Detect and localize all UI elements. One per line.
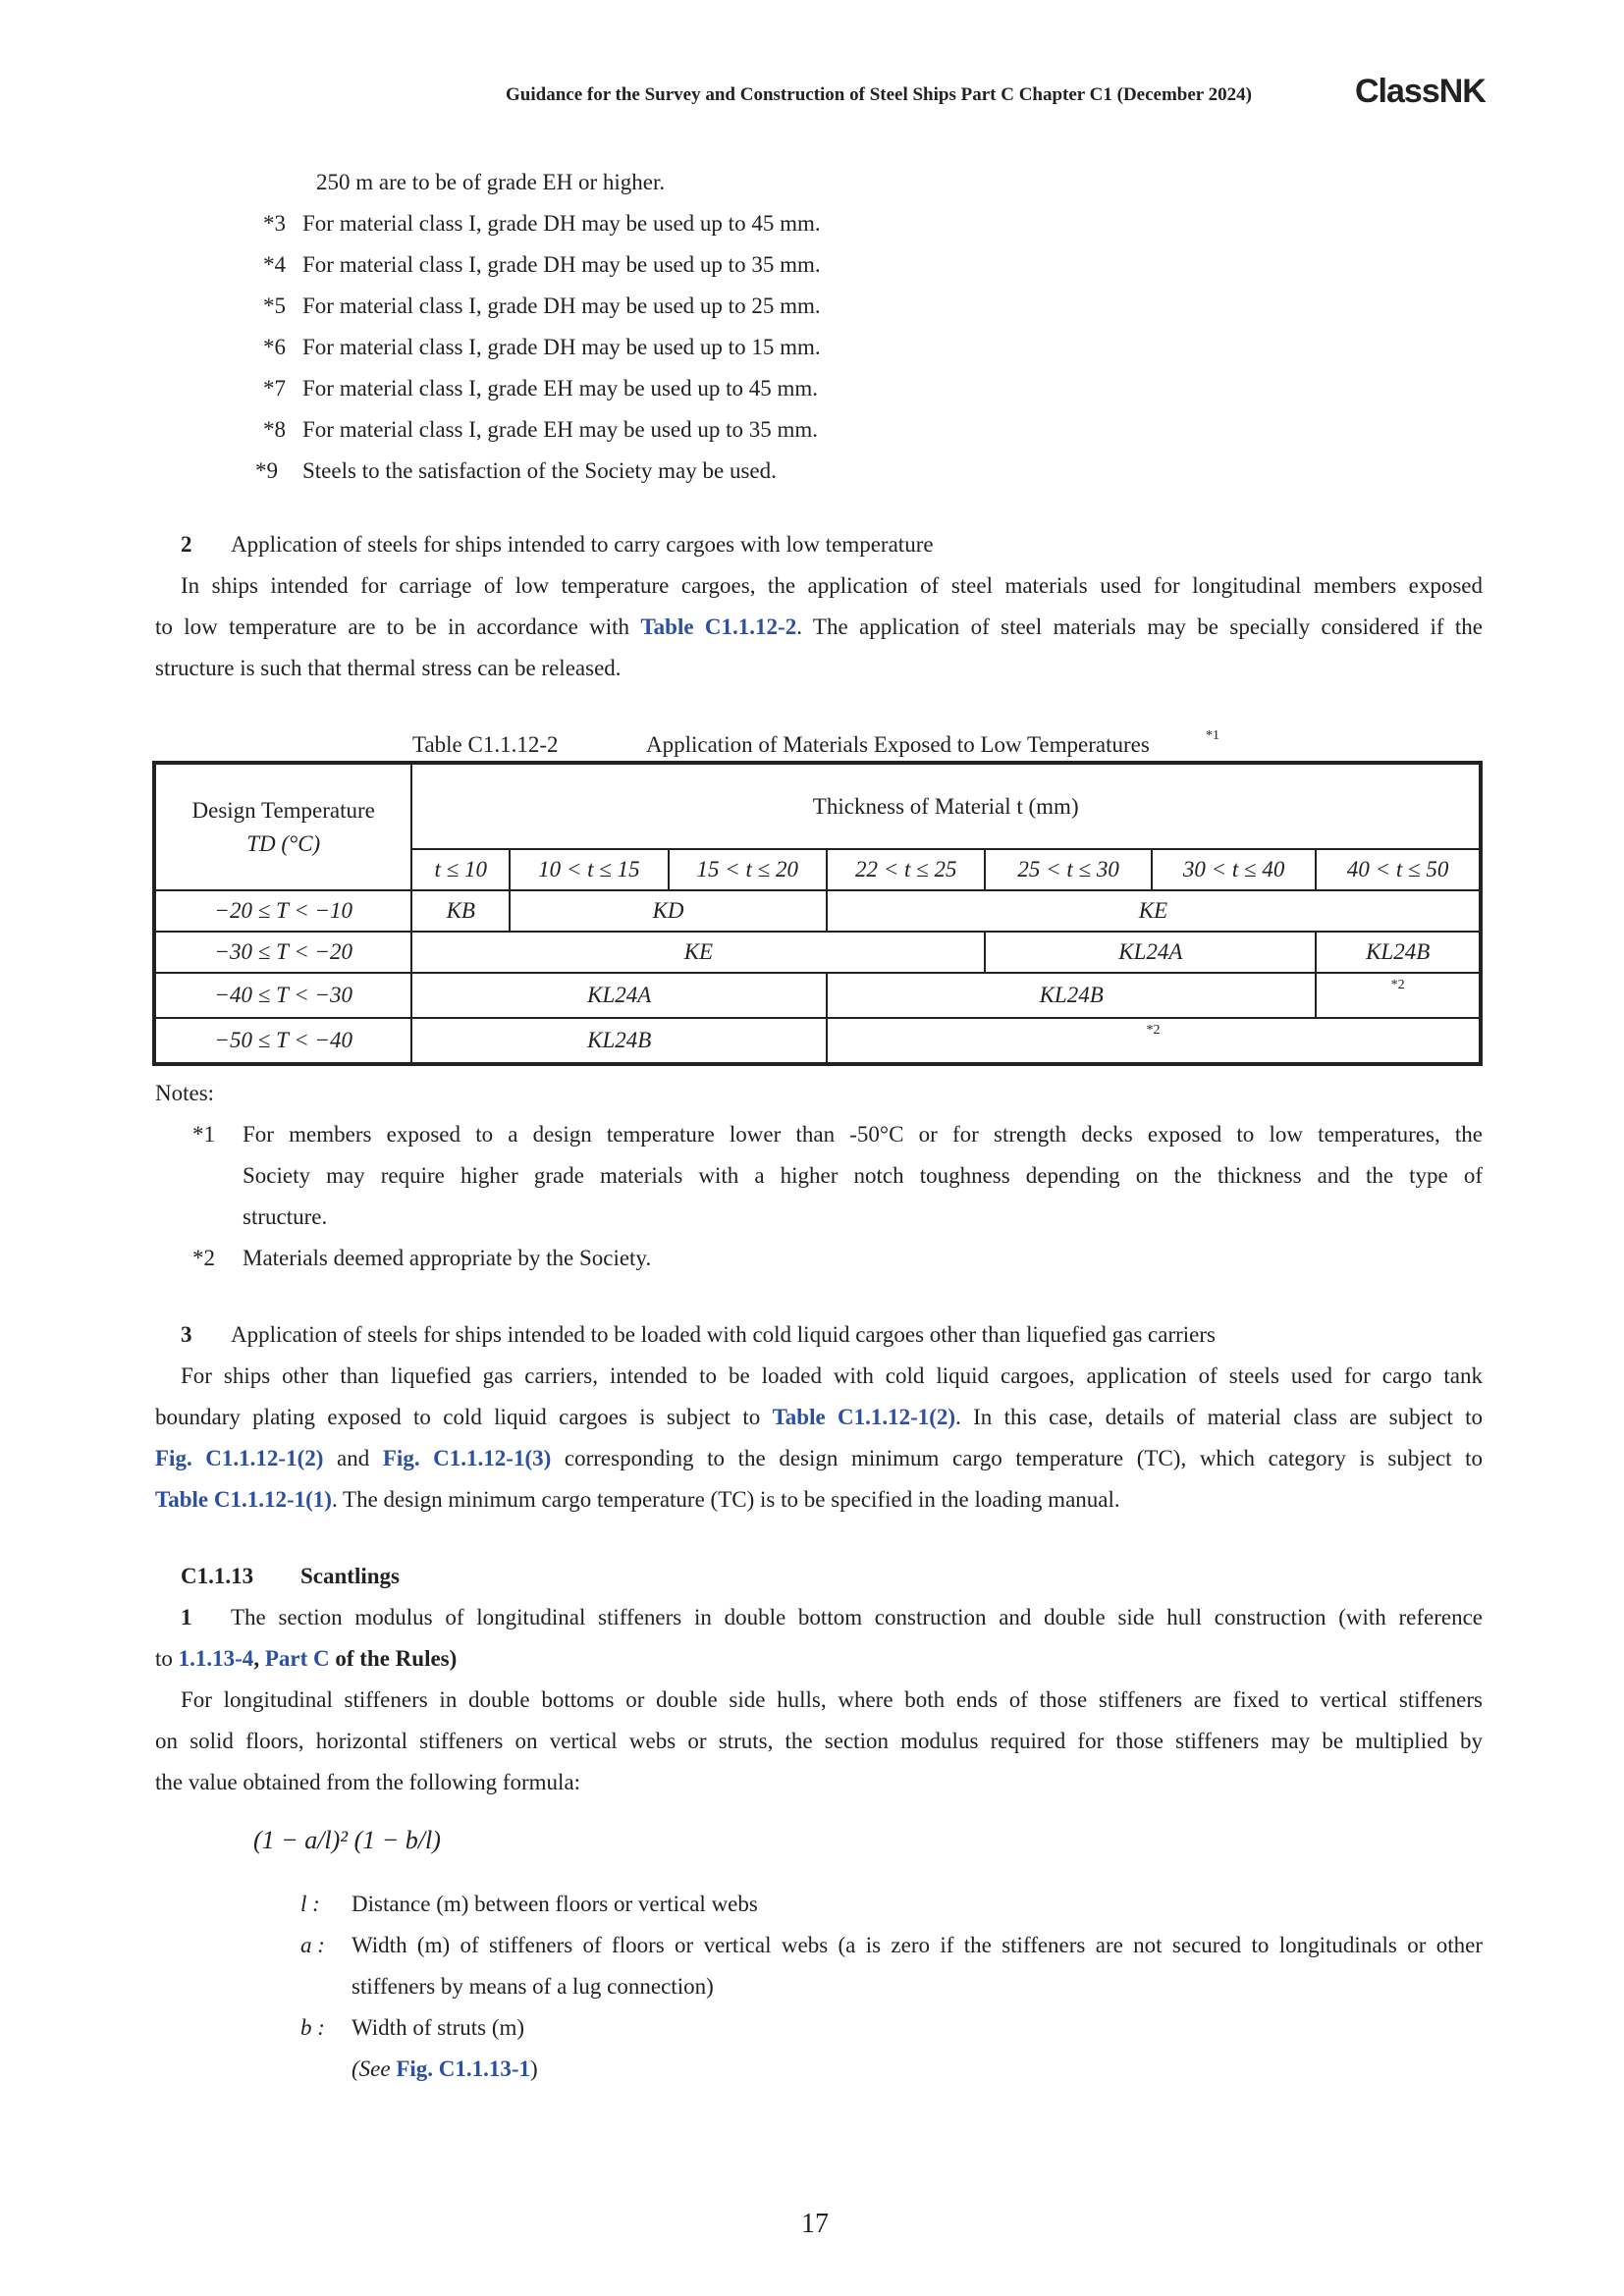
def-text: stiffeners by means of a lug connection) [352,1974,714,1999]
c1113-line: The section modulus of longitudinal stiffeners in double bottom construction and double side hull construction (with reference [231,1605,1483,1629]
table-row [154,890,1481,932]
fig-c1-1-12-1-2-link[interactable]: Fig. C1.1.12-1(2) [155,1446,324,1470]
note-text: For material class I, grade DH may be used up to 25 mm. [302,294,821,318]
note-mark: *6 [263,335,286,359]
section-2-line: structure is such that thermal stress can be released. [155,656,622,680]
c1113-line: the value obtained from the following formula: [155,1770,581,1794]
see-reference: (See Fig. C1.1.13-1) [352,2056,538,2081]
section-2-line: In ships intended for carriage of low temperature cargoes, the application of steel materials used for longitudinal members exposed [181,573,1483,598]
note-text: For material class I, grade EH may be used up to 45 mm. [302,376,819,400]
note-mark: *1 [192,1122,215,1147]
def-text: Distance (m) between floors or vertical webs [352,1892,758,1916]
section-2-number: 2 [181,532,192,557]
c1113-line: on solid floors, horizontal stiffeners on vertical webs or struts, the section modulus required for those stiffeners may be multiplied by [155,1729,1483,1753]
c1113-line: to 1.1.13-4, Part C of the Rules) [155,1646,458,1671]
materials-table [152,761,1483,1066]
thickness-col: 10 < t ≤ 15 [510,849,668,890]
temperature-range: −20 ≤ T < −10 [154,890,411,932]
design-temperature-header [154,763,411,890]
table-row [154,1018,1481,1064]
note-mark: *8 [263,417,286,442]
section-3-line: Table C1.1.12-1(1). The design minimum cargo temperature (TC) is to be specified in the loading manual. [155,1487,1120,1512]
note-text: structure. [243,1204,328,1229]
table-caption-title: Application of Materials Exposed to Low Temperatures [646,732,1150,757]
section-3-heading: Application of steels for ships intended to be loaded with cold liquid cargoes other than liquefied gas carriers [231,1322,1216,1347]
grade-note-cell: *2 [827,1018,1481,1064]
table-row [154,932,1481,973]
def-text: Width of struts (m) [352,2015,525,2040]
c1113-title: Scantlings [300,1564,400,1588]
section-3-line: boundary plating exposed to cold liquid cargoes is subject to Table C1.1.12-1(2). In this case, details of material class are subject to [155,1405,1483,1429]
thickness-header: Thickness of Material t (mm) [411,763,1481,849]
table-c1-1-12-2-link[interactable]: Table C1.1.12-2 [640,614,797,639]
design-temperature-label: Design Temperature [191,797,375,823]
c1113-line: For longitudinal stiffeners in double bottoms or double side hulls, where both ends of those stiffeners are fixed to vertical stiffeners [181,1687,1483,1712]
note-text: Materials deemed appropriate by the Society. [243,1246,652,1270]
table-row [154,973,1481,1018]
classnk-logo: ClassNK [1355,73,1486,110]
note-text: Society may require higher grade materials with a higher notch toughness depending on the thickness and the type of [243,1163,1483,1188]
note-text: Steels to the satisfaction of the Society may be used. [302,458,777,483]
temperature-range: −30 ≤ T < −20 [154,932,411,973]
def-symbol: l : [300,1892,320,1916]
fig-c1-1-12-1-3-link[interactable]: Fig. C1.1.12-1(3) [382,1446,552,1470]
thickness-col: 15 < t ≤ 20 [669,849,827,890]
note-mark: *4 [263,252,286,277]
grade-cell: KB [411,890,510,932]
thickness-col: 22 < t ≤ 25 [827,849,985,890]
note-mark: *7 [263,376,286,400]
table-c1-1-12-1-1-link[interactable]: Table C1.1.12-1(1) [155,1487,332,1512]
formula: (1 − a/l)² (1 − b/l) [253,1826,441,1854]
grade-cell: KL24A [411,973,827,1018]
grade-cell: KE [411,932,985,973]
grade-note-cell: *2 [1316,973,1481,1018]
table-caption-note: *1 [1206,728,1219,743]
note-mark: *2 [192,1246,215,1270]
section-3-line: For ships other than liquefied gas carriers, intended to be loaded with cold liquid cargoes, application of steels used for cargo tank [181,1363,1483,1388]
section-2-heading: Application of steels for ships intended to carry cargoes with low temperature [231,532,934,557]
note-text: For material class I, grade DH may be used up to 15 mm. [302,335,821,359]
table-c1-1-12-1-2-link[interactable]: Table C1.1.12-1(2) [772,1405,956,1429]
table-caption-id: Table C1.1.12-2 [412,732,559,757]
c1113-p1-number: 1 [181,1605,192,1629]
thickness-col: 25 < t ≤ 30 [985,849,1151,890]
grade-cell: KL24A [985,932,1316,973]
note-text: For material class I, grade EH may be used up to 35 mm. [302,417,819,442]
rule-1-1-13-4-link[interactable]: 1.1.13-4 [178,1646,254,1671]
thickness-col: 40 < t ≤ 50 [1316,849,1481,890]
section-3-line: Fig. C1.1.12-1(2) and Fig. C1.1.12-1(3) corresponding to the design minimum cargo temperature (TC), which category is subject to [155,1446,1484,1470]
notes-label: Notes: [155,1081,215,1105]
grade-cell: KL24B [1316,932,1481,973]
def-symbol: b : [300,2015,325,2040]
page-number: 17 [801,2209,829,2239]
note-text: For members exposed to a design temperature lower than -50°C or for strength decks exposed to low temperatures, the [243,1122,1483,1147]
part-c-link[interactable]: Part C [264,1646,330,1671]
note-mark: *3 [263,211,286,236]
section-3-number: 3 [181,1322,192,1347]
note-mark: *9 [255,458,278,483]
grade-cell: KL24B [411,1018,827,1064]
temperature-range: −50 ≤ T < −40 [154,1018,411,1064]
thickness-col: t ≤ 10 [411,849,510,890]
running-header: Guidance for the Survey and Construction of Steel Ships Part C Chapter C1 (December 2024) [506,84,1252,105]
note-mark: *5 [263,294,286,318]
grade-cell: KD [510,890,827,932]
fig-c1-1-13-1-link[interactable]: Fig. C1.1.13-1 [396,2056,531,2081]
section-2-line: to low temperature are to be in accordance with Table C1.1.12-2. The application of steel materials may be specially considered if the [155,614,1484,639]
note-text: For material class I, grade DH may be used up to 35 mm. [302,252,821,277]
note-text: For material class I, grade DH may be used up to 45 mm. [302,211,821,236]
def-symbol: a : [300,1933,325,1957]
thickness-col: 30 < t ≤ 40 [1152,849,1316,890]
grade-cell: KL24B [827,973,1316,1018]
c1113-number: C1.1.13 [181,1564,254,1588]
temperature-range: −40 ≤ T < −30 [154,973,411,1018]
def-text: Width (m) of stiffeners of floors or vertical webs (a is zero if the stiffeners are not secured to longitudinals or other [352,1933,1483,1957]
design-temperature-symbol: TD (°C) [246,830,321,856]
grade-cell: KE [827,890,1481,932]
note-continuation: 250 m are to be of grade EH or higher. [316,170,666,194]
